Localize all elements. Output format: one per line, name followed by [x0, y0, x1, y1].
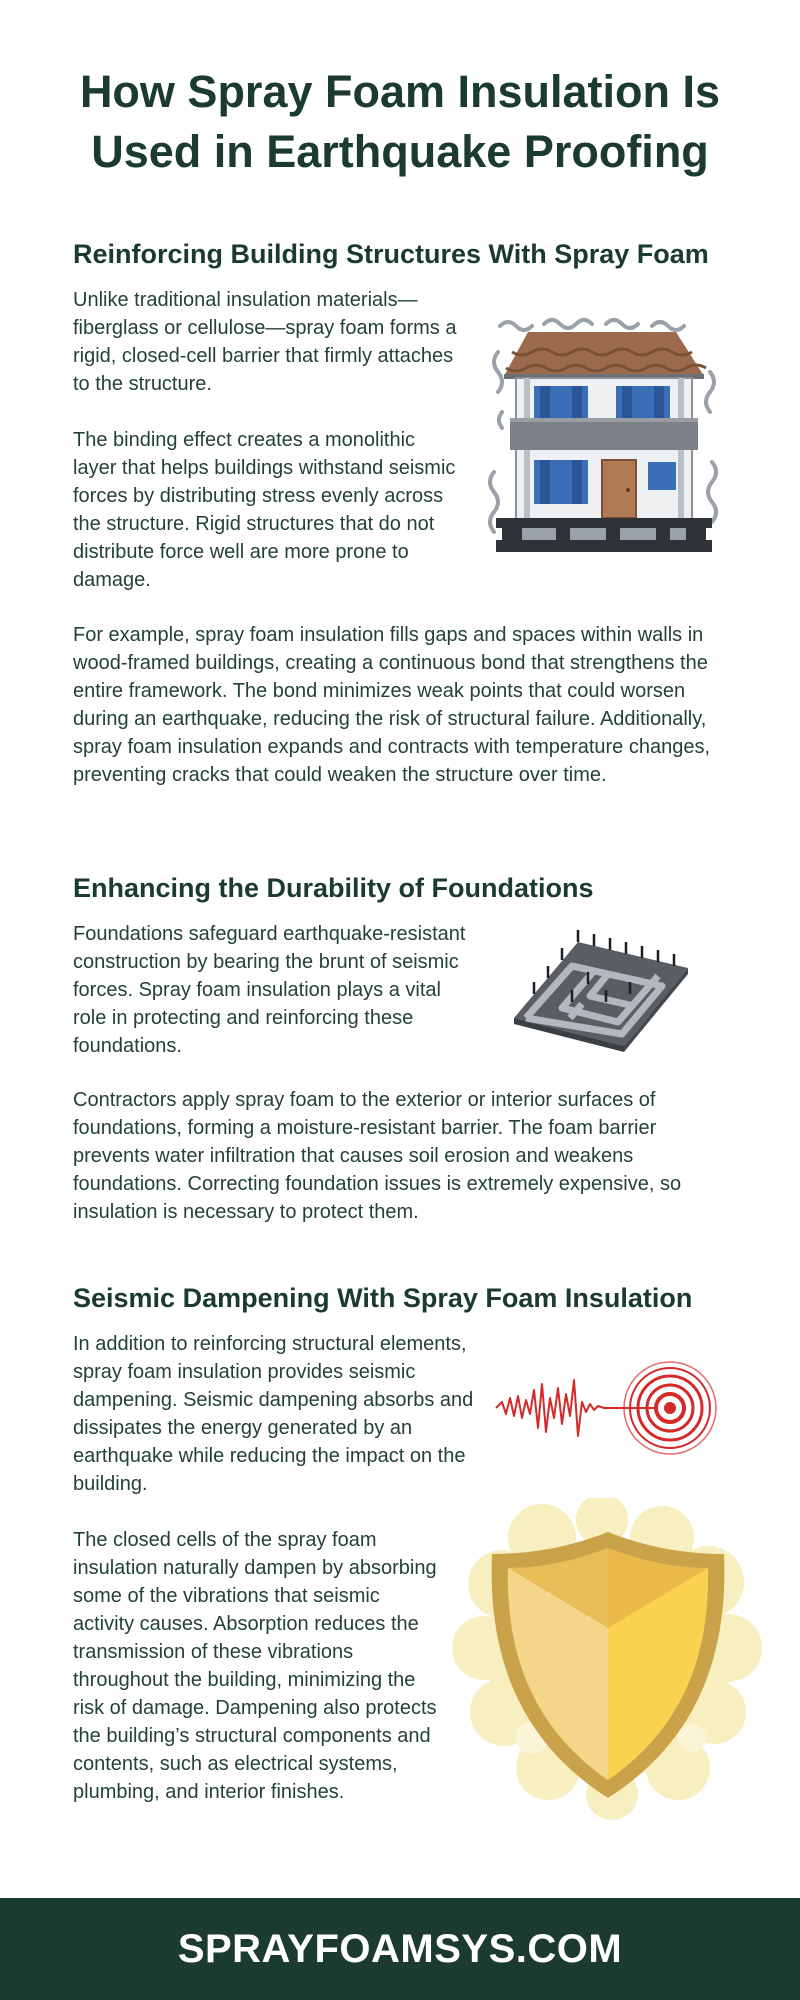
section-3-paragraph-1: In addition to reinforcing structural elements, spray foam insulation provides seismic dampening. Seismic dampening absorbs and dissipates the energy generated by an earthquake while reducing the impact on the building.	[73, 1333, 474, 1495]
section-heading-reinforcing: Reinforcing Building Structures With Spray Foam	[73, 239, 709, 269]
seismic-wave-icon	[494, 1358, 722, 1458]
foundation-slab-icon	[512, 928, 692, 1053]
section-1-paragraph-3: For example, spray foam insulation fills gaps and spaces within walls in wood-framed buildings, creating a continuous bond that strengthens the entire framework. The bond minimizes weak points that could worsen during an earthquake, reducing the risk of structural failure. Additionally, spray foam insulation expands and contracts with temperature changes, preventing cracks that could weaken the structure over time.	[73, 624, 711, 786]
section-heading-foundations: Enhancing the Durability of Foundations	[73, 873, 594, 903]
section-1-paragraph-1: Unlike traditional insulation materials—fiberglass or cellulose—spray foam forms a rigid, closed-cell barrier that firmly attaches to the structure.	[73, 289, 457, 395]
section-2-paragraph-1: Foundations safeguard earthquake-resistant construction by bearing the brunt of seismic forces. Spray foam insulation plays a vital role in protecting and reinforcing these foundations.	[73, 923, 466, 1057]
page-title: How Spray Foam Insulation Is Used in Earthquake Proofing	[79, 66, 721, 177]
section-3-paragraph-2: The closed cells of the spray foam insulation naturally dampen by absorbing some of the vibrations that seismic activity causes. Absorption reduces the transmission of these vibrations throughout the building, minimizing the risk of damage. Dampening also protects the building’s structural components and contents, such as electrical systems, plumbing, and interior finishes.	[73, 1529, 437, 1803]
shaking-house-icon	[482, 312, 722, 570]
foam-shield-icon	[452, 1498, 764, 1820]
section-2-paragraph-2: Contractors apply spray foam to the exterior or interior surfaces of foundations, forming a moisture-resistant barrier. The foam barrier prevents water infiltration that causes soil erosion and weakens foundations. Correcting foundation issues is extremely expensive, so insulation is necessary to protect them.	[73, 1089, 682, 1223]
footer-site-link[interactable]: SPRAYFOAMSYS.COM	[177, 1927, 623, 1971]
section-1-paragraph-2: The binding effect creates a monolithic layer that helps buildings withstand seismic forces by distributing stress evenly across the structure. Rigid structures that do not distribute force well are more prone to damage.	[73, 429, 456, 591]
section-heading-dampening: Seismic Dampening With Spray Foam Insulation	[73, 1283, 693, 1313]
